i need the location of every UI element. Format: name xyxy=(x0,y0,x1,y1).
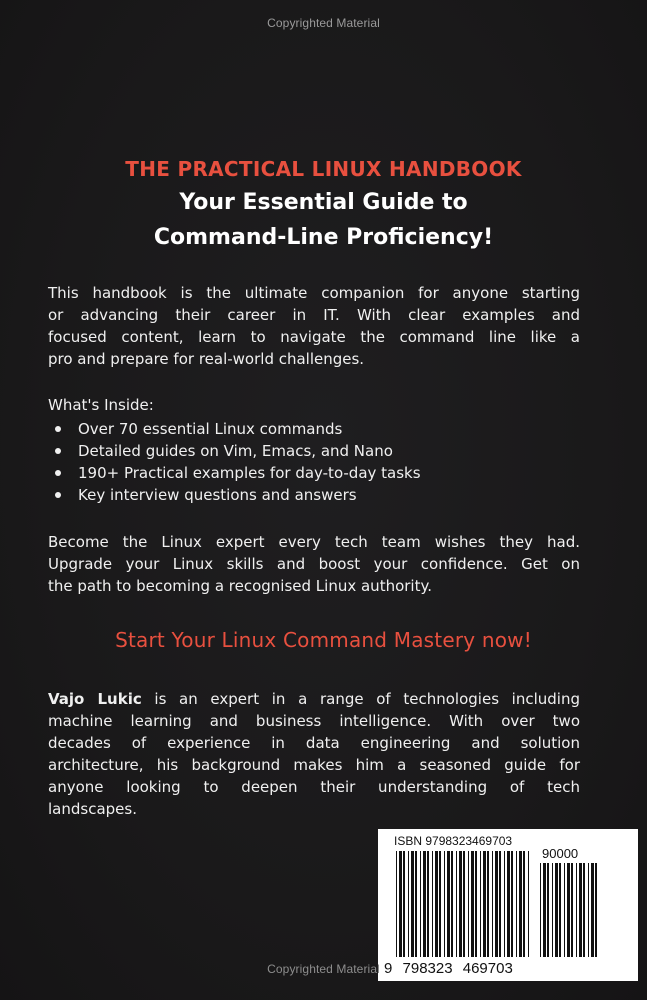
barcode-bar xyxy=(435,851,438,957)
copyright-watermark-bottom: Copyrighted Material xyxy=(267,962,380,976)
become-line: the path to becoming a recognised Linux authority. xyxy=(48,577,432,595)
barcode-bar xyxy=(423,851,426,957)
barcode-bar xyxy=(415,851,417,957)
intro-line: This handbook is the ultimate companion for anyone starting xyxy=(48,284,580,302)
barcode-bar xyxy=(567,863,570,957)
intro-paragraph xyxy=(48,282,580,370)
barcode-bar xyxy=(579,863,582,957)
author-bio xyxy=(48,688,580,820)
barcode-bar xyxy=(480,851,481,957)
barcode-bar xyxy=(516,851,517,957)
barcode-bar xyxy=(547,863,549,957)
barcode-bar xyxy=(519,851,522,957)
become-line: Upgrade your Linux skills and boost your confidence. Get on xyxy=(48,555,580,573)
subtitle-line-1: Your Essential Guide to xyxy=(179,190,468,215)
barcode-bar xyxy=(403,851,405,957)
subtitle-line-2: Command-Line Proficiency! xyxy=(153,225,494,250)
barcode-bar xyxy=(459,851,462,957)
author-bio-line: architecture, his background makes him a seasoned guide for xyxy=(48,756,580,774)
barcode-bar xyxy=(468,851,469,957)
intro-line: focused content, learn to navigate the command line like a xyxy=(48,328,580,346)
whats-inside-list xyxy=(48,418,421,506)
bullet-icon xyxy=(55,492,61,498)
barcode-bar xyxy=(447,851,450,957)
author-bio-line: anyone looking to deepen their understanding of tech xyxy=(48,778,580,796)
price-code: 90000 xyxy=(542,846,579,861)
barcode-bar xyxy=(571,863,573,957)
barcode-bar xyxy=(504,851,505,957)
barcode-bars xyxy=(378,829,638,981)
barcode-bar xyxy=(396,851,397,957)
list-item-text: 190+ Practical examples for day-to-day tasks xyxy=(78,464,421,482)
barcode-bar xyxy=(511,851,513,957)
barcode-bar xyxy=(420,851,421,957)
barcode-bar xyxy=(523,851,525,957)
barcode-bar xyxy=(483,851,486,957)
barcode-bar xyxy=(555,863,558,957)
intro-line: or advancing their career in IT. With clear examples and xyxy=(48,306,580,324)
list-item-text: Key interview questions and answers xyxy=(78,486,357,504)
barcode-bar xyxy=(583,863,585,957)
barcode-bar xyxy=(559,863,561,957)
isbn-barcode xyxy=(378,829,638,981)
barcode-bar xyxy=(595,863,597,957)
barcode-bar xyxy=(471,851,474,957)
barcode-bar xyxy=(552,863,553,957)
intro-line: pro and prepare for real-world challenges. xyxy=(48,350,365,368)
barcode-bar xyxy=(439,851,441,957)
barcode-bar xyxy=(507,851,510,957)
barcode-bar xyxy=(495,851,498,957)
author-bio-line: machine learning and business intelligence. With over two xyxy=(48,712,580,730)
barcode-bar xyxy=(564,863,565,957)
barcode-bar xyxy=(543,863,546,957)
bullet-icon xyxy=(55,426,61,432)
barcode-bar xyxy=(591,863,594,957)
book-title: THE PRACTICAL LINUX HANDBOOK xyxy=(125,157,522,181)
barcode-bar xyxy=(427,851,429,957)
barcode-bar xyxy=(475,851,477,957)
barcode-bar xyxy=(399,851,402,957)
isbn-label: ISBN 9798323469703 xyxy=(394,834,513,848)
barcode-bar xyxy=(540,863,541,957)
become-line: Become the Linux expert every tech team wishes they had. xyxy=(48,533,580,551)
become-paragraph xyxy=(48,531,580,597)
barcode-digit-group: 9 xyxy=(384,960,393,977)
call-to-action: Start Your Linux Command Mastery now! xyxy=(115,628,532,652)
barcode-bar xyxy=(499,851,501,957)
barcode-bar xyxy=(411,851,414,957)
list-item xyxy=(48,462,421,484)
barcode-bar xyxy=(432,851,433,957)
barcode-bar xyxy=(408,851,409,957)
list-item xyxy=(48,418,421,440)
barcode-bar xyxy=(444,851,445,957)
author-name: Vajo Lukic xyxy=(48,690,142,708)
bullet-icon xyxy=(55,470,61,476)
bullet-icon xyxy=(55,448,61,454)
list-item-text: Detailed guides on Vim, Emacs, and Nano xyxy=(78,442,393,460)
author-bio-line: decades of experience in data engineering and solution xyxy=(48,734,580,752)
barcode-bar xyxy=(451,851,453,957)
barcode-digit-group: 469703 xyxy=(462,960,513,977)
barcode-bar xyxy=(576,863,577,957)
barcode-bar xyxy=(463,851,465,957)
list-item-text: Over 70 essential Linux commands xyxy=(78,420,343,438)
list-item xyxy=(48,440,421,462)
barcode-bar xyxy=(588,863,589,957)
list-item xyxy=(48,484,421,506)
barcode-digit-group: 798323 xyxy=(402,960,453,977)
author-bio-line xyxy=(48,688,580,710)
barcode-bar xyxy=(456,851,457,957)
barcode-bar xyxy=(487,851,489,957)
barcode-bar xyxy=(528,851,529,957)
author-bio-line: landscapes. xyxy=(48,800,137,818)
barcode-bar xyxy=(492,851,493,957)
whats-inside-label: What's Inside: xyxy=(48,396,154,414)
copyright-watermark-top: Copyrighted Material xyxy=(267,16,380,30)
author-bio-text: is an expert in a range of technologies including xyxy=(141,690,580,708)
